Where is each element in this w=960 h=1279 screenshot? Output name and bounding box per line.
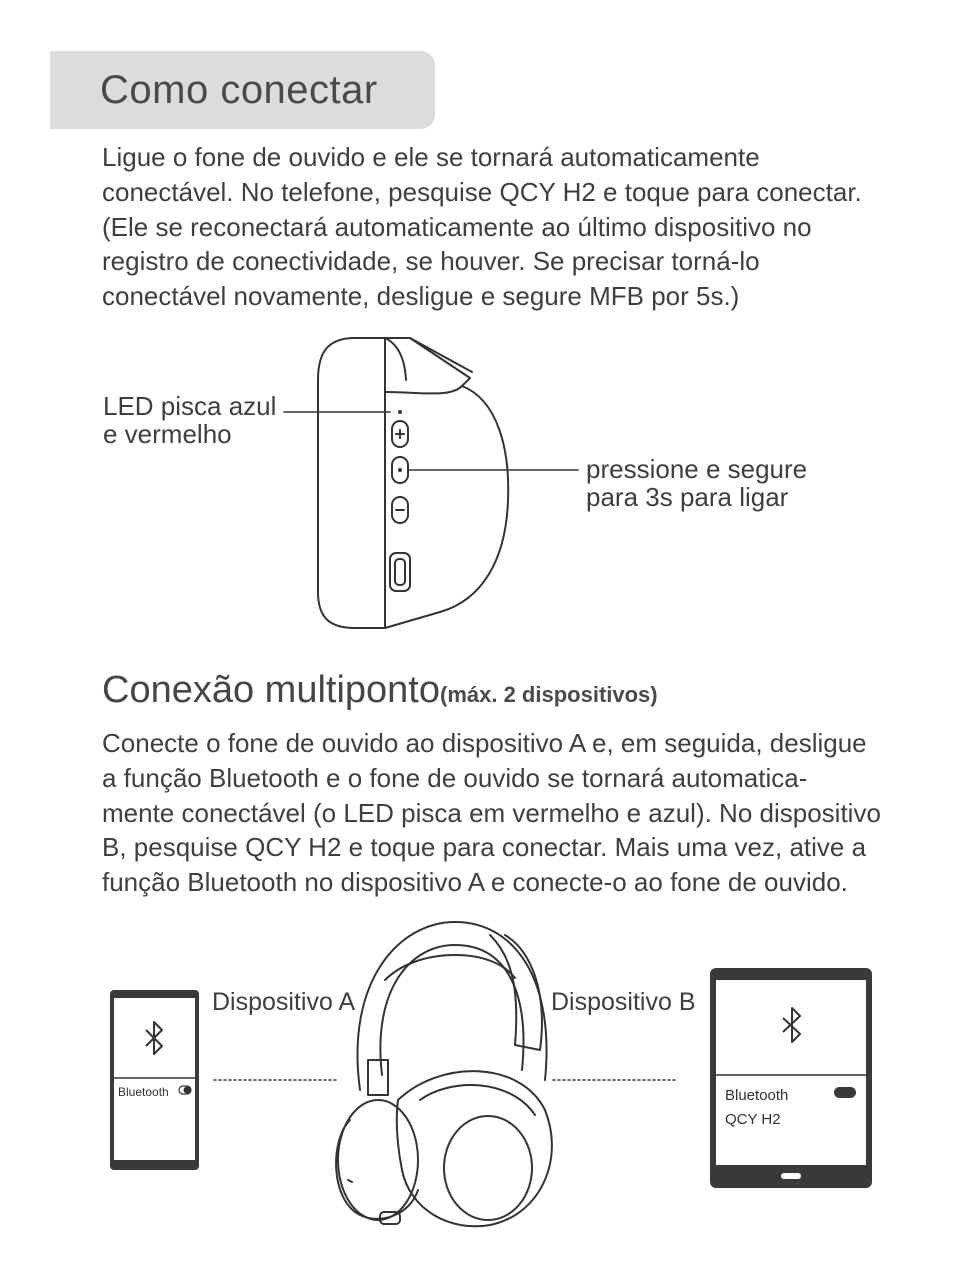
text-line: a função Bluetooth e o fone de ouvido se tornará automatica- xyxy=(102,762,808,793)
callout-line: e vermelho xyxy=(103,419,232,449)
text-line: Ligue o fone de ouvido e ele se tornará automaticamente xyxy=(102,142,760,172)
headphones-illustration xyxy=(214,922,678,1226)
multipoint-instructions xyxy=(102,726,902,900)
power-button-callout xyxy=(586,455,807,511)
text-line: função Bluetooth no dispositivo A e conecte-o ao fone de ouvido. xyxy=(102,867,848,898)
text-line: B, pesquise QCY H2 e toque para conectar. Mais uma vez, ative a xyxy=(102,832,867,863)
text-line: registro de conectividade, se houver. Se precisar torná-lo xyxy=(102,246,760,277)
phone-device-a xyxy=(110,990,199,1170)
callout-line: pressione e segure xyxy=(586,454,808,484)
led-callout xyxy=(103,392,276,448)
text-line: (Ele se reconectará automaticamente ao último dispositivo no xyxy=(102,211,812,242)
section-title-multipoint xyxy=(102,662,658,723)
section-title-how-to-connect: Como conectar xyxy=(100,68,378,112)
text-line: conectável novamente, desligue e segure MFB por 5s.) xyxy=(102,281,740,312)
tablet-device-name: QCY H2 xyxy=(725,1111,781,1128)
toggle-icon xyxy=(834,1087,856,1098)
text-line: conectável. No telefone, pesquise QCY H2 e toque para conectar. xyxy=(102,176,862,207)
callout-line: LED pisca azul xyxy=(103,391,277,421)
multipoint-title: Conexão multiponto xyxy=(102,669,440,711)
phone-bluetooth-setting: Bluetooth xyxy=(118,1085,169,1099)
device-b-label: Dispositivo B xyxy=(551,988,696,1016)
tablet-device-b xyxy=(710,968,872,1188)
text-line: Conecte o fone de ouvido ao dispositivo A e, em seguida, desligue xyxy=(102,728,867,758)
callout-line: para 3s para ligar xyxy=(586,482,789,512)
multipoint-subtitle: (máx. 2 dispositivos) xyxy=(440,682,658,707)
device-a-label: Dispositivo A xyxy=(212,988,356,1016)
earcup-side-illustration xyxy=(284,338,578,628)
tablet-bluetooth-setting: Bluetooth xyxy=(725,1087,789,1104)
text-line: mente conectável (o LED pisca em vermelho e azul). No dispositivo xyxy=(102,797,881,828)
